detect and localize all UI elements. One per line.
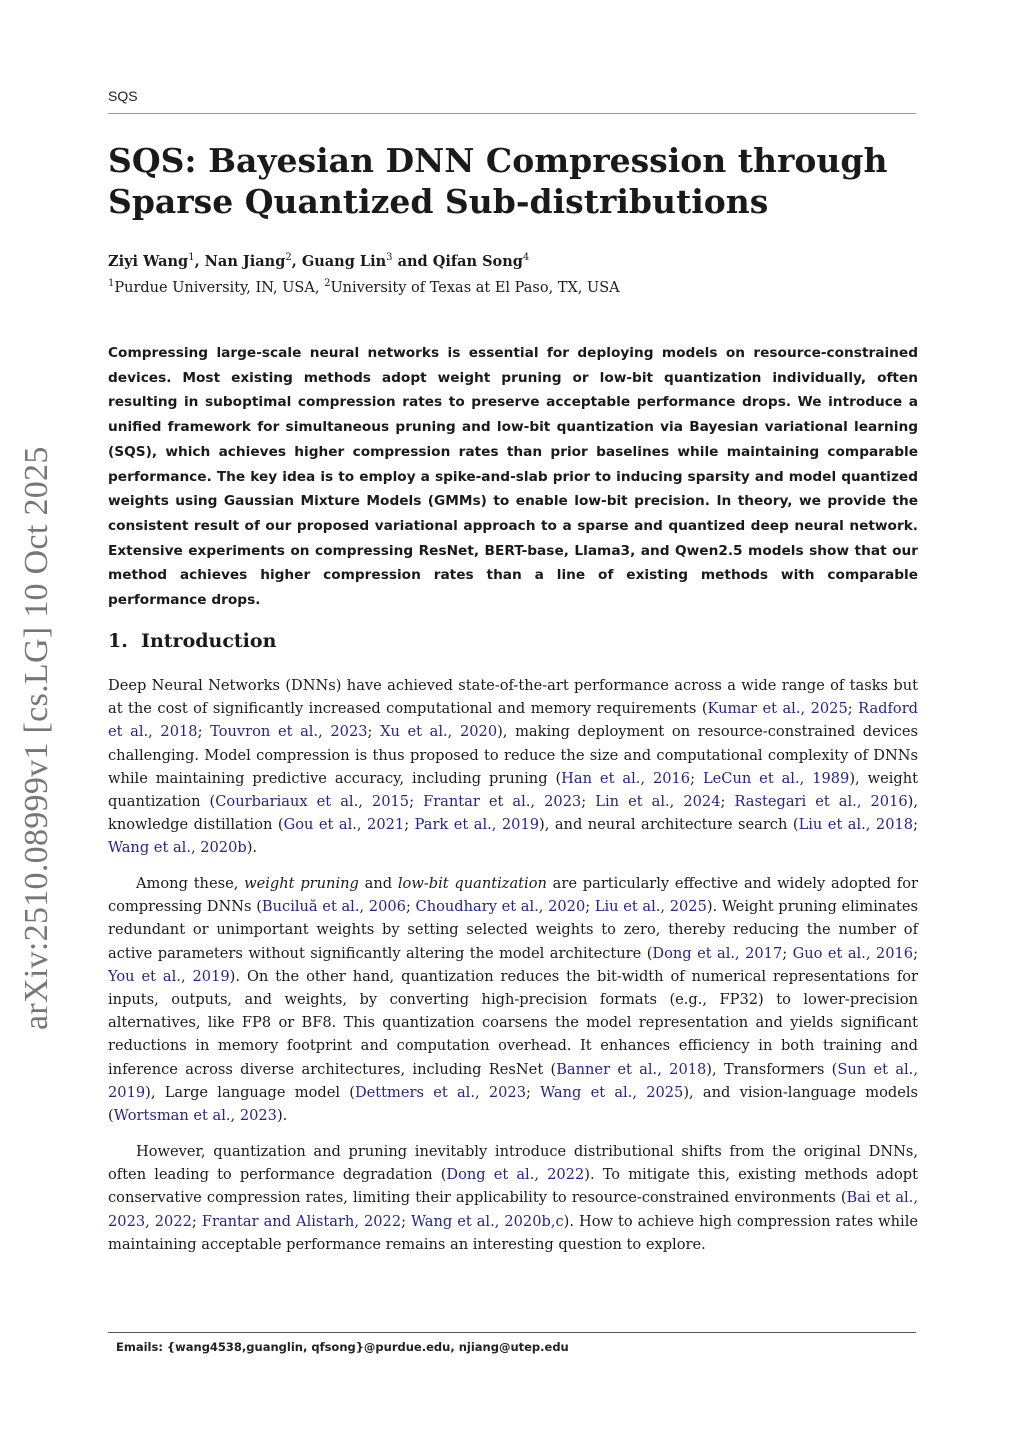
author-name: Guang Lin xyxy=(301,253,387,270)
text-run: ; xyxy=(401,1212,412,1230)
affiliation-mark: 1 xyxy=(108,278,115,289)
abstract: Compressing large-scale neural networks is essential for deploying models on resource-constrained devices. Most existing methods adopt weight pruning or low-bit quantization individually, often resulting in suboptimal compression rates to preserve acceptable performance drops. We introduce a unified framework for simultaneous pruning and low-bit quantization via Bayesian variational learning (SQS), which achieves higher compression rates than prior baselines while maintaining comparable performance. The key idea is to employ a spike-and-slab prior to inducing sparsity and model quantized weights using Gaussian Mixture Models (GMMs) to enable low-bit precision. In theory, we provide the consistent result of our proposed variational approach to a sparse and quantized deep neural network. Extensive experiments on compressing ResNet, BERT-base, Llama3, and Qwen2.5 models show that our method achieves higher compression rates than a line of existing methods with comparable performance drops. xyxy=(108,345,918,609)
affiliation-text: Purdue University, IN, USA, xyxy=(114,280,325,296)
citation-link[interactable]: Kumar et al., 2025 xyxy=(707,700,848,718)
text-run: ; xyxy=(690,769,703,787)
text-run: ), Large language model ( xyxy=(145,1083,355,1101)
text-run: ). To mitigate this, existing methods adopt conservative compression rates, limiting their applicability to resource-constrained environments ( xyxy=(108,1166,918,1207)
author-affiliation-mark: 3 xyxy=(386,252,393,263)
text-run: ; xyxy=(191,1212,202,1230)
emphasis-text: low-bit quantization xyxy=(397,875,547,892)
text-run: ; xyxy=(197,723,211,741)
author-affiliation-mark: 2 xyxy=(285,252,292,263)
author-affiliation-mark: 4 xyxy=(522,252,530,263)
text-run: ; xyxy=(913,816,918,834)
text-run: Among these, xyxy=(136,875,245,892)
author-name: Ziyi Wang xyxy=(108,253,189,270)
text-run: ). xyxy=(276,1107,288,1125)
text-run: ; xyxy=(367,723,381,741)
affiliation-text: University of Texas at El Paso, TX, USA xyxy=(330,280,620,296)
text-run: ). xyxy=(246,839,258,857)
arxiv-identifier-stamp: arXiv:2510.08999v1 [cs.LG] 10 Oct 2025 xyxy=(18,446,55,1030)
author-separator: , xyxy=(194,253,205,270)
citation-link[interactable]: Banner et al., 2018 xyxy=(556,1060,707,1078)
text-run: ). How to achieve high compression rates while maintaining acceptable performance remains an interesting question to explore. xyxy=(108,1212,918,1253)
text-run: are particularly effective and widely adopted for compressing DNNs ( xyxy=(108,875,918,916)
author-separator: and xyxy=(392,253,433,270)
author-separator: , xyxy=(291,253,302,270)
citation-link[interactable]: Rastegari et al., 2016 xyxy=(734,793,908,811)
citation-link[interactable]: Wortsman et al., 2023 xyxy=(113,1107,277,1125)
citation-link[interactable]: Touvron et al., 2023 xyxy=(210,723,368,741)
text-run: Deep Neural Networks (DNNs) have achieved state-of-the-art performance across a wide range of tasks but at the cost of significantly increased computational and memory requirements ( xyxy=(108,677,918,718)
text-run: ), weight quantization ( xyxy=(108,769,919,811)
citation-link[interactable]: Liu et al., 2018 xyxy=(798,816,914,834)
affiliation-mark: 2 xyxy=(324,278,331,289)
citation-link[interactable]: Radford et al., 2018 xyxy=(108,700,919,741)
emphasis-text: weight pruning xyxy=(244,875,359,892)
citation-link[interactable]: Courbariaux et al., 2015 xyxy=(215,793,410,811)
text-run: ), and neural architecture search ( xyxy=(539,816,799,834)
section-number: 1. xyxy=(108,630,128,652)
text-run: and xyxy=(358,875,398,892)
citation-link[interactable]: Gou et al., 2021 xyxy=(283,816,405,834)
title-line-1: SQS: Bayesian DNN Compression through xyxy=(108,141,888,180)
footnote-emails: Emails: {wang4538,guanglin, qfsong}@purdue.edu, njiang@utep.edu xyxy=(116,1340,569,1354)
section-title: Introduction xyxy=(141,630,277,652)
affiliation-list xyxy=(108,278,916,298)
running-header: SQS xyxy=(108,88,916,114)
citation-link[interactable]: Liu et al., 2025 xyxy=(594,898,707,916)
text-run: ). On the other hand, quantization reduces the bit-width of numerical representations for inputs, outputs, and weights, by converting high-precision formats (e.g., FP32) to lower-precision alternatives, like FP8 or BF8. This quantization coarsens the model representation and yields significant reductions in memory footprint and computation overhead. It enhances efficiency in both training and inference across diverse architectures, including ResNet ( xyxy=(108,967,918,1078)
citation-link[interactable]: Xu et al., 2020 xyxy=(380,723,498,741)
text-run: ). Weight pruning eliminates redundant or unimportant weights by setting selected weights to zero, thereby reducing the number of active parameters without significantly altering the model architecture ( xyxy=(108,898,919,962)
citation-link[interactable]: Wang et al., 2020b xyxy=(108,839,247,857)
citation-link[interactable]: Buciluă et al., 2006 xyxy=(261,898,406,916)
citation-link[interactable]: Park et al., 2019 xyxy=(414,816,540,834)
text-run: ), knowledge distillation ( xyxy=(108,793,919,834)
citation-link[interactable]: Sun et al., 2019 xyxy=(108,1060,918,1101)
citation-link[interactable]: LeCun et al., 1989 xyxy=(702,769,850,787)
text-run: ; xyxy=(847,700,859,718)
text-run: ; xyxy=(581,793,596,811)
text-run: ; xyxy=(585,898,595,916)
intro-paragraph-3 xyxy=(108,1140,918,1256)
author-list xyxy=(108,252,916,272)
text-run: ), Transformers ( xyxy=(706,1060,838,1078)
title-line-2: Sparse Quantized Sub-distributions xyxy=(108,182,769,221)
author-affiliation-mark: 1 xyxy=(188,252,195,263)
citation-link[interactable]: Dettmers et al., 2023 xyxy=(354,1083,526,1101)
intro-paragraph-1 xyxy=(108,674,918,860)
text-run: However, quantization and pruning inevitably introduce distributional shifts from the original DNNs, often leading to performance degradation ( xyxy=(108,1143,918,1184)
citation-link[interactable]: You et al., 2019 xyxy=(108,967,230,985)
paper-title xyxy=(108,140,916,222)
citation-link[interactable]: Wang et al., 2020b,c xyxy=(411,1212,564,1230)
citation-link[interactable]: Choudhary et al., 2020 xyxy=(415,898,586,916)
text-run: ; xyxy=(782,944,793,962)
section-heading-introduction xyxy=(108,627,916,655)
intro-paragraph-2 xyxy=(108,872,918,1127)
citation-link[interactable]: Bai et al., 2023, 2022 xyxy=(108,1189,918,1230)
citation-link[interactable]: Han et al., 2016 xyxy=(561,769,691,787)
citation-link[interactable]: Frantar and Alistarh, 2022 xyxy=(201,1212,402,1230)
text-run: ; xyxy=(404,816,415,834)
text-run: ; xyxy=(405,898,416,916)
text-run: ; xyxy=(525,1083,541,1101)
text-run: ; xyxy=(409,793,424,811)
text-run: ; xyxy=(720,793,735,811)
text-run: ), making deployment on resource-constrained devices challenging. Model compression is thus proposed to reduce the size and computational complexity of DNNs while maintaining predictive accuracy, including pruning ( xyxy=(108,723,918,787)
author-name: Qifan Song xyxy=(432,253,523,270)
author-name: Nan Jiang xyxy=(204,253,286,270)
text-run: ), and vision-language models ( xyxy=(108,1083,918,1125)
citation-link[interactable]: Guo et al., 2016 xyxy=(792,944,914,962)
citation-link[interactable]: Dong et al., 2022 xyxy=(446,1166,585,1184)
citation-link[interactable]: Wang et al., 2025 xyxy=(540,1083,684,1101)
citation-link[interactable]: Frantar et al., 2023 xyxy=(423,793,582,811)
citation-link[interactable]: Dong et al., 2017 xyxy=(652,944,783,962)
citation-link[interactable]: Lin et al., 2024 xyxy=(595,793,721,811)
text-run: ; xyxy=(913,944,918,962)
footnote-divider xyxy=(108,1332,916,1333)
